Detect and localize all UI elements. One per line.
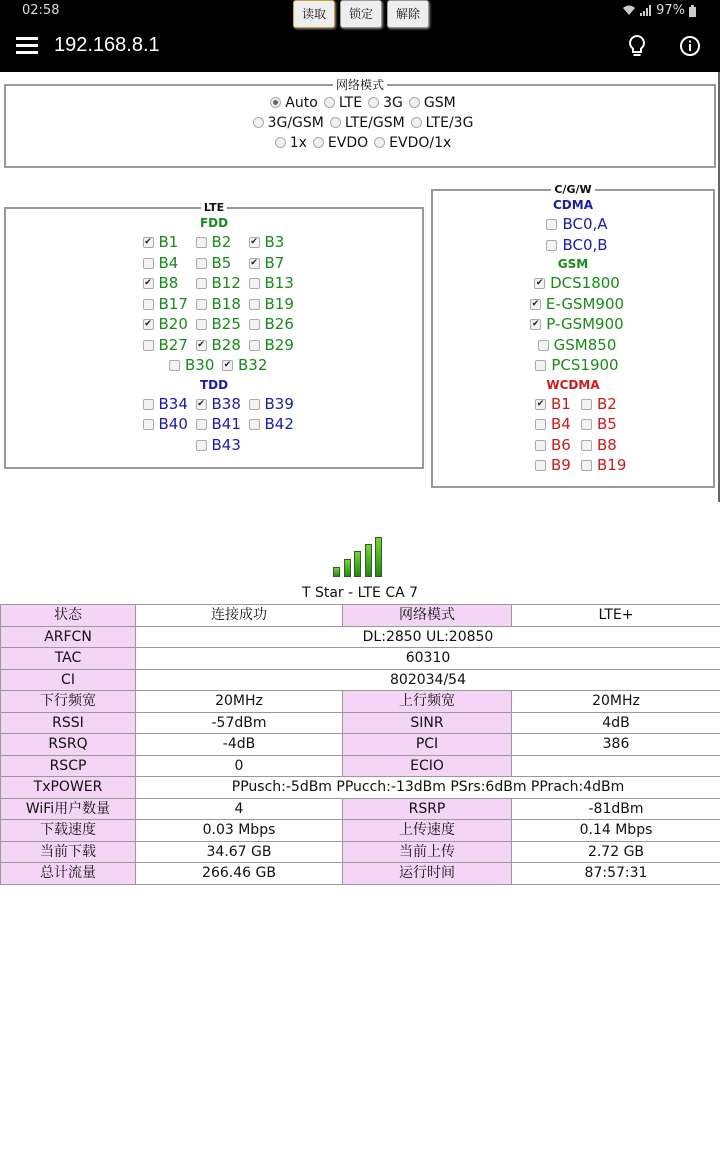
band-row	[433, 273, 713, 294]
table-value-cell: 2.72 GB	[512, 841, 720, 863]
table-row	[1, 777, 720, 799]
band-option	[527, 355, 618, 376]
table-value-cell	[512, 755, 720, 777]
radio-label: 1x	[289, 135, 307, 151]
fdd-checkbox-b3[interactable]	[249, 237, 260, 248]
band-label: B34	[158, 394, 188, 413]
cdma-checkbox-bc0-a[interactable]	[546, 219, 557, 230]
table-label-cell: CI	[1, 669, 136, 691]
table-label-cell: 网络模式	[343, 605, 512, 627]
tdd-checkbox-b42[interactable]	[249, 419, 260, 430]
band-label: BC0,A	[562, 215, 608, 233]
fdd-checkbox-b18[interactable]	[196, 299, 207, 310]
band-option	[538, 214, 607, 235]
band-option	[135, 394, 188, 415]
band-option	[188, 414, 241, 435]
table-label-cell: RSCP	[1, 755, 136, 777]
radio-evdo-1x[interactable]	[374, 137, 385, 148]
band-label: B19	[264, 294, 294, 313]
band-label: B27	[158, 335, 188, 354]
band-option	[241, 294, 294, 315]
wifi-icon	[622, 5, 636, 16]
signal-strength-icon	[333, 537, 387, 577]
table-label-cell: 运行时间	[343, 863, 512, 885]
table-label-cell: 下载速度	[1, 820, 136, 842]
radio-3g-gsm[interactable]	[253, 117, 264, 128]
radio-label: EVDO	[327, 135, 369, 151]
band-label: B30	[185, 356, 215, 374]
table-row	[1, 841, 720, 863]
band-option	[241, 273, 294, 294]
table-row	[1, 712, 720, 734]
table-label-cell: 当前下载	[1, 841, 136, 863]
fdd-checkbox-b7[interactable]	[249, 258, 260, 269]
band-row	[6, 232, 422, 253]
band-label: B19	[597, 456, 627, 474]
band-option	[135, 253, 188, 274]
fdd-checkbox-b20[interactable]	[143, 319, 154, 330]
band-label: B2	[597, 394, 617, 413]
band-row	[433, 435, 713, 456]
table-label-cell: RSRP	[343, 798, 512, 820]
band-option	[135, 232, 188, 253]
table-value-cell: 4dB	[512, 712, 720, 734]
table-label-cell: 上传速度	[343, 820, 512, 842]
table-label-cell: ECIO	[343, 755, 512, 777]
fdd-checkbox-b32[interactable]	[222, 360, 233, 371]
band-row	[433, 314, 713, 335]
band-label: B7	[264, 253, 285, 272]
band-label: B8	[597, 435, 617, 454]
band-row	[6, 414, 422, 435]
network-mode-legend: 网络模式	[335, 78, 384, 92]
band-label: B40	[158, 415, 188, 433]
table-row	[1, 820, 720, 842]
table-value-cell: 802034/54	[136, 669, 720, 691]
battery-percent: 97%	[656, 3, 685, 18]
table-label-cell: 上行频宽	[343, 691, 512, 713]
radio-auto[interactable]	[270, 97, 281, 108]
network-mode-group	[4, 76, 716, 168]
radio-label: 3G	[383, 95, 403, 111]
lte-legend: LTE	[203, 201, 225, 214]
fdd-checkbox-b8[interactable]	[143, 278, 154, 289]
table-value-cell: 0	[136, 755, 343, 777]
band-option	[241, 414, 294, 435]
band-label: B5	[597, 415, 617, 433]
band-option	[241, 253, 294, 274]
band-label: BC0,B	[562, 235, 608, 254]
page-title: 192.168.8.1	[54, 34, 160, 56]
band-option	[527, 435, 573, 456]
table-value-cell: 386	[512, 734, 720, 756]
band-row	[6, 314, 422, 335]
wcdma-checkbox-b1[interactable]	[535, 399, 546, 410]
wcdma-checkbox-b8[interactable]	[581, 440, 592, 451]
band-option	[188, 273, 241, 294]
band-option	[188, 314, 241, 335]
band-option	[573, 455, 627, 476]
band-option	[135, 414, 188, 435]
radio-label: LTE/3G	[425, 115, 474, 131]
band-row	[433, 214, 713, 235]
read-button[interactable]: 读取	[293, 0, 335, 28]
app-bar	[0, 22, 720, 72]
wcdma-checkbox-b2[interactable]	[581, 399, 592, 410]
table-value-cell: 20MHz	[512, 691, 720, 713]
signal-bar	[344, 559, 351, 577]
table-value-cell: 60310	[136, 648, 720, 670]
radio-label: LTE/GSM	[344, 115, 405, 131]
status-time: 02:58	[22, 3, 60, 18]
band-option	[188, 232, 241, 253]
table-label-cell: WiFi用户数量	[1, 798, 136, 820]
band-label: B43	[211, 435, 241, 454]
table-value-cell: LTE+	[512, 605, 720, 627]
radio-3g[interactable]	[368, 97, 379, 108]
table-row	[1, 626, 720, 648]
info-icon[interactable]	[679, 35, 701, 57]
table-label-cell: TAC	[1, 648, 136, 670]
cell-signal-icon	[640, 5, 652, 16]
table-value-cell: 4	[136, 798, 343, 820]
radio-label: Auto	[285, 95, 318, 111]
band-label: B9	[551, 456, 571, 474]
band-label: B20	[158, 315, 188, 333]
band-option	[573, 414, 619, 435]
table-label-cell: 状态	[1, 605, 136, 627]
gsm-checkbox-pcs1900[interactable]	[535, 360, 546, 371]
band-row	[6, 394, 422, 415]
signal-bar	[333, 567, 340, 577]
tdd-checkbox-b40[interactable]	[143, 419, 154, 430]
fdd-heading: FDD	[199, 216, 229, 230]
band-option	[522, 314, 623, 335]
band-row	[6, 335, 422, 356]
table-value-cell: 87:57:31	[512, 863, 720, 885]
band-row	[6, 273, 422, 294]
band-option	[241, 394, 294, 415]
network-mode-row	[6, 133, 714, 153]
table-value-cell: 20MHz	[136, 691, 343, 713]
fdd-checkbox-b4[interactable]	[143, 258, 154, 269]
wcdma-checkbox-b9[interactable]	[535, 460, 546, 471]
network-mode-row	[6, 113, 714, 133]
signal-bar	[354, 551, 361, 577]
radio-label: 3G/GSM	[267, 115, 324, 131]
band-option	[188, 435, 241, 456]
band-option	[135, 273, 188, 294]
lock-button[interactable]: 锁定	[340, 0, 382, 28]
band-label: B39	[264, 394, 294, 413]
wcdma-checkbox-b4[interactable]	[535, 419, 546, 430]
status-table	[0, 604, 720, 885]
band-row	[433, 294, 713, 315]
gsm-checkbox-dcs1800[interactable]	[534, 278, 545, 289]
band-option	[522, 294, 624, 315]
band-row	[433, 335, 713, 356]
band-option	[161, 355, 214, 376]
band-option	[573, 394, 619, 415]
band-label: B8	[158, 274, 179, 292]
band-label: B1	[551, 394, 571, 413]
status-icons	[622, 3, 696, 18]
band-config-panel	[0, 72, 720, 502]
table-row	[1, 755, 720, 777]
table-label-cell: RSSI	[1, 712, 136, 734]
radio-lte-gsm[interactable]	[330, 117, 341, 128]
band-option	[527, 394, 573, 415]
hamburger-menu-icon[interactable]	[16, 37, 38, 55]
band-label: B25	[211, 315, 241, 333]
band-label: B4	[551, 415, 571, 433]
table-label-cell: SINR	[343, 712, 512, 734]
radio-label: EVDO/1x	[389, 135, 452, 151]
cdma-heading: CDMA	[553, 198, 593, 212]
band-option	[241, 232, 294, 253]
band-label: B5	[211, 253, 232, 272]
band-label: B12	[211, 274, 241, 292]
table-label-cell: ARFCN	[1, 626, 136, 648]
network-mode-row	[6, 93, 714, 113]
fdd-checkbox-b17[interactable]	[143, 299, 154, 310]
gsm-heading: GSM	[557, 257, 589, 271]
band-label: B32	[238, 356, 268, 374]
band-label: B17	[158, 294, 188, 313]
fdd-checkbox-b19[interactable]	[249, 299, 260, 310]
band-label: B29	[264, 335, 294, 354]
band-option	[135, 314, 188, 335]
band-label: B38	[211, 394, 241, 413]
radio-label: GSM	[423, 95, 456, 111]
band-label: B4	[158, 253, 179, 272]
table-row	[1, 648, 720, 670]
radio-lte[interactable]	[324, 97, 335, 108]
cgw-legend: C/G/W	[554, 183, 592, 196]
band-row	[6, 355, 422, 376]
fdd-checkbox-b25[interactable]	[196, 319, 207, 330]
cdma-checkbox-bc0-b[interactable]	[546, 240, 557, 251]
radio-label: LTE	[338, 95, 363, 111]
table-label-cell: RSRQ	[1, 734, 136, 756]
wcdma-checkbox-b5[interactable]	[581, 419, 592, 430]
band-option	[188, 335, 241, 356]
gsm-checkbox-p-gsm900[interactable]	[530, 319, 541, 330]
band-option	[135, 335, 188, 356]
band-row	[433, 394, 713, 415]
table-label-cell: 下行频宽	[1, 691, 136, 713]
wcdma-checkbox-b6[interactable]	[535, 440, 546, 451]
operator-label: T Star - LTE CA 7	[301, 585, 419, 601]
wcdma-heading: WCDMA	[546, 377, 600, 392]
radio-1x[interactable]	[275, 137, 286, 148]
band-option	[241, 314, 294, 335]
band-row	[433, 414, 713, 435]
fdd-checkbox-b13[interactable]	[249, 278, 260, 289]
table-value-cell: 0.03 Mbps	[136, 820, 343, 842]
band-option	[135, 294, 188, 315]
band-option	[530, 335, 617, 356]
band-label: B41	[211, 415, 241, 433]
band-row	[433, 355, 713, 376]
signal-bar	[375, 537, 382, 577]
lightbulb-icon[interactable]	[626, 34, 648, 58]
band-label: B42	[264, 415, 294, 433]
band-label: B3	[264, 233, 285, 251]
table-row	[1, 605, 720, 627]
band-option	[527, 455, 573, 476]
band-label: DCS1800	[550, 274, 620, 292]
fdd-checkbox-b28[interactable]	[196, 340, 207, 351]
band-label: B2	[211, 233, 232, 251]
lte-band-group	[4, 201, 424, 469]
band-label: B18	[211, 294, 241, 313]
fdd-checkbox-b5[interactable]	[196, 258, 207, 269]
tdd-checkbox-b39[interactable]	[249, 399, 260, 410]
tdd-checkbox-b41[interactable]	[196, 419, 207, 430]
band-row	[6, 253, 422, 274]
battery-icon	[689, 5, 696, 17]
fdd-checkbox-b2[interactable]	[196, 237, 207, 248]
table-value-cell: 0.14 Mbps	[512, 820, 720, 842]
table-row	[1, 669, 720, 691]
fdd-checkbox-b27[interactable]	[143, 340, 154, 351]
table-value-cell: 连接成功	[136, 605, 343, 627]
table-row	[1, 734, 720, 756]
radio-evdo[interactable]	[313, 137, 324, 148]
table-label-cell: 当前上传	[343, 841, 512, 863]
tdd-checkbox-b34[interactable]	[143, 399, 154, 410]
table-row	[1, 863, 720, 885]
band-row	[6, 294, 422, 315]
band-option	[538, 235, 607, 256]
fdd-checkbox-b29[interactable]	[249, 340, 260, 351]
table-row	[1, 691, 720, 713]
band-label: B1	[158, 233, 179, 251]
band-row	[433, 455, 713, 476]
gsm-checkbox-gsm850[interactable]	[538, 340, 549, 351]
band-row	[6, 435, 422, 456]
band-label: P-GSM900	[546, 315, 624, 333]
wcdma-checkbox-b19[interactable]	[581, 460, 592, 471]
gsm-checkbox-e-gsm900[interactable]	[530, 299, 541, 310]
band-label: PCS1900	[551, 356, 619, 374]
table-value-cell: DL:2850 UL:20850	[136, 626, 720, 648]
tdd-checkbox-b38[interactable]	[196, 399, 207, 410]
table-value-cell: -57dBm	[136, 712, 343, 734]
band-option	[526, 273, 620, 294]
cgw-band-group	[431, 183, 715, 488]
band-label: E-GSM900	[545, 294, 625, 313]
table-value-cell: 34.67 GB	[136, 841, 343, 863]
table-label-cell: PCI	[343, 734, 512, 756]
band-label: B13	[264, 274, 294, 292]
band-label: B6	[551, 435, 571, 454]
table-value-cell: -4dB	[136, 734, 343, 756]
tdd-heading: TDD	[199, 377, 229, 392]
band-row	[433, 235, 713, 256]
radio-lte-3g[interactable]	[411, 117, 422, 128]
band-option	[241, 335, 294, 356]
table-row	[1, 798, 720, 820]
fdd-checkbox-b30[interactable]	[169, 360, 180, 371]
table-label-cell: TxPOWER	[1, 777, 136, 799]
band-option	[188, 294, 241, 315]
tdd-checkbox-b43[interactable]	[196, 440, 207, 451]
table-label-cell: 总计流量	[1, 863, 136, 885]
fdd-checkbox-b1[interactable]	[143, 237, 154, 248]
radio-gsm[interactable]	[409, 97, 420, 108]
table-value-cell: 266.46 GB	[136, 863, 343, 885]
table-value-cell: PPusch:-5dBm PPucch:-13dBm PSrs:6dBm PPrach:4dBm	[136, 777, 720, 799]
band-label: B28	[211, 335, 241, 354]
fdd-checkbox-b26[interactable]	[249, 319, 260, 330]
band-option	[573, 435, 619, 456]
unlock-button[interactable]: 解除	[387, 0, 429, 28]
table-value-cell: -81dBm	[512, 798, 720, 820]
band-option	[188, 394, 241, 415]
signal-bar	[365, 544, 372, 577]
fdd-checkbox-b12[interactable]	[196, 278, 207, 289]
band-option	[214, 355, 267, 376]
band-label: B26	[264, 315, 294, 333]
band-label: GSM850	[553, 335, 617, 354]
band-option	[188, 253, 241, 274]
band-option	[527, 414, 573, 435]
